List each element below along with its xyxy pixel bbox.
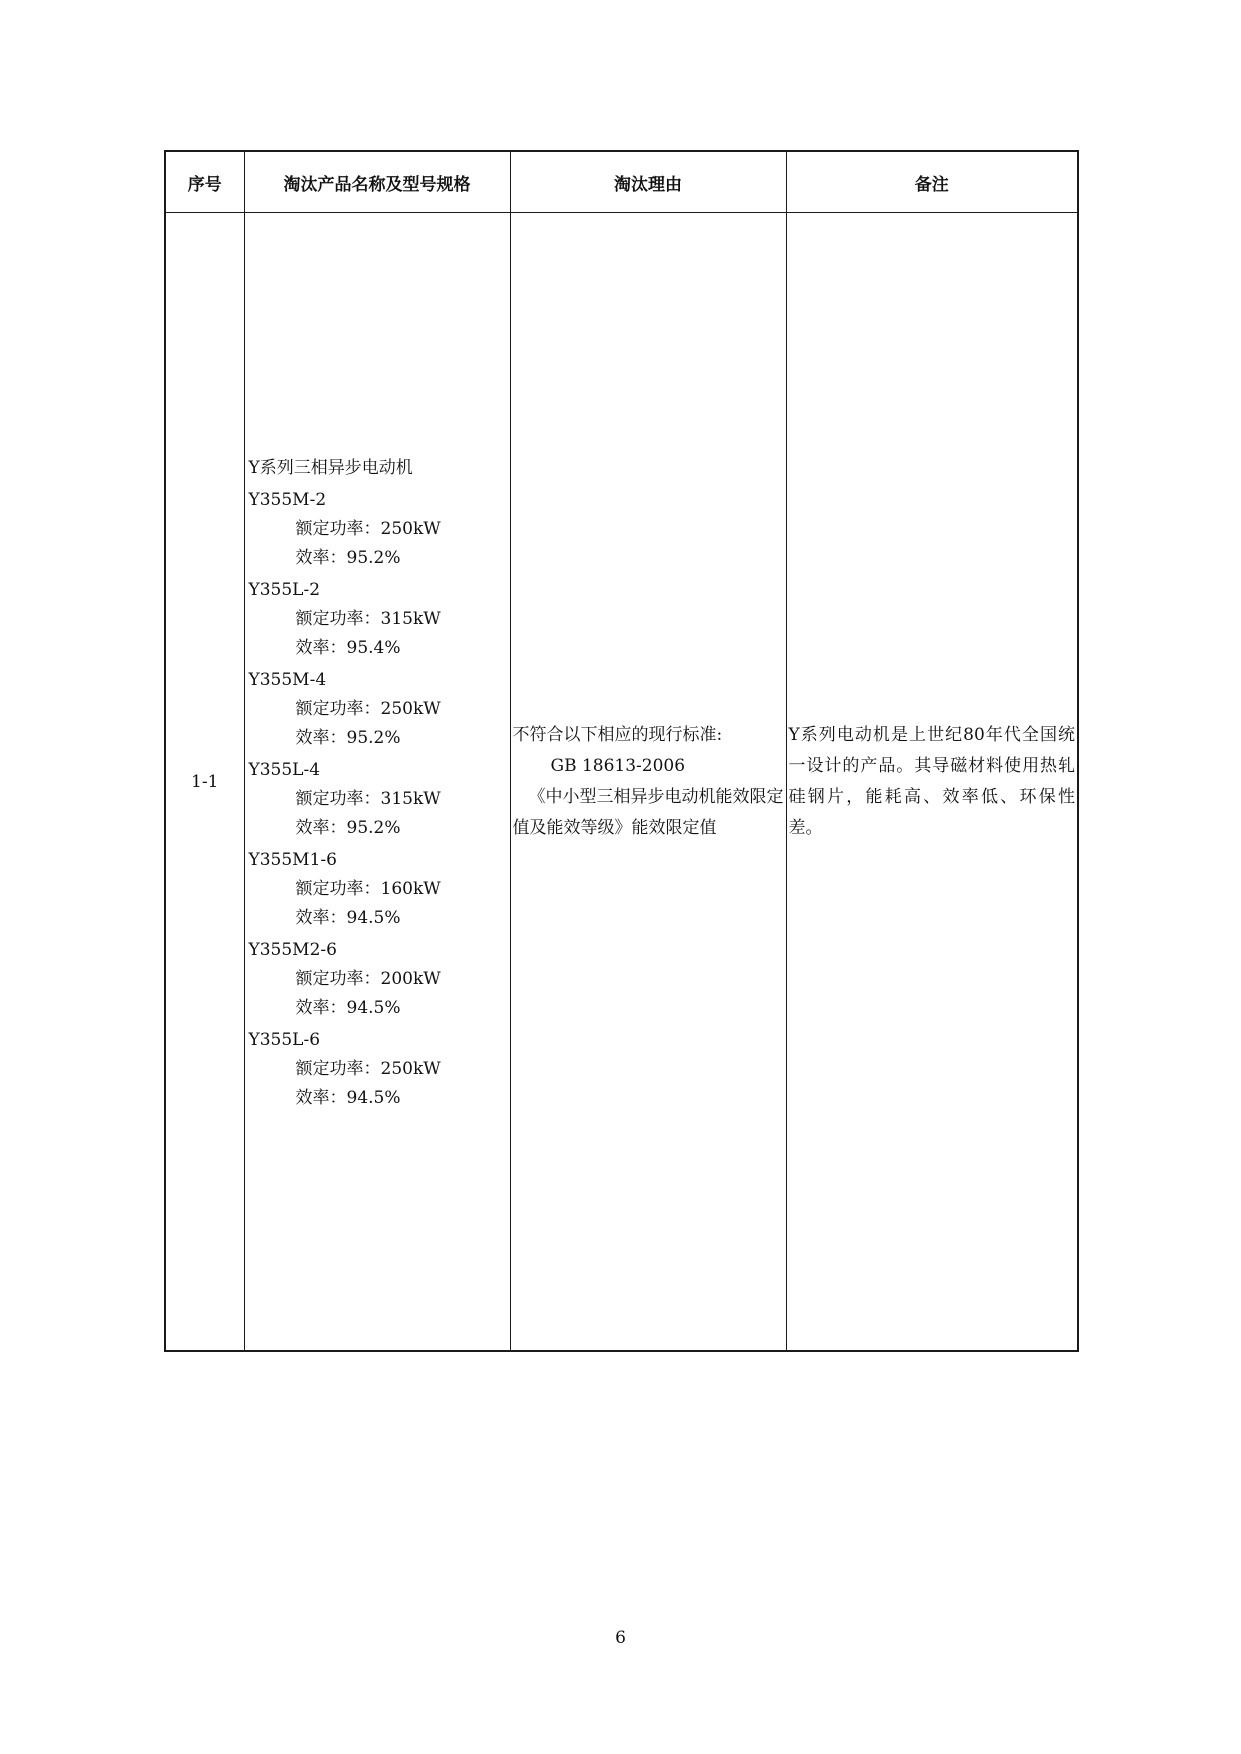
model-rated-power: 额定功率：315kW (295, 788, 441, 809)
cell-elimination-reason (510, 213, 786, 1352)
header-reason: 淘汰理由 (510, 151, 786, 213)
model-efficiency: 效率：95.4% (295, 637, 401, 658)
model-name: Y355L-2 (248, 579, 321, 600)
header-product-name: 淘汰产品名称及型号规格 (244, 151, 510, 213)
model-name: Y355L-6 (248, 1029, 321, 1050)
model-rated-power: 额定功率：315kW (295, 608, 441, 629)
model-efficiency: 效率：95.2% (295, 817, 401, 838)
cell-product-list (244, 213, 510, 1352)
model-efficiency: 效率：94.5% (295, 907, 401, 928)
model-rated-power: 额定功率：160kW (295, 878, 441, 899)
model-efficiency: 效率：95.2% (295, 727, 401, 748)
standard-code: GB 18613-2006 (550, 755, 686, 776)
model-efficiency: 效率：95.2% (295, 547, 401, 568)
header-serial-number: 序号 (165, 151, 244, 213)
table-header-row (165, 151, 1078, 213)
cell-serial-number: 1-1 (165, 213, 244, 1352)
model-rated-power: 额定功率：250kW (295, 518, 441, 539)
header-remarks: 备注 (786, 151, 1078, 213)
model-name: Y355M2-6 (248, 939, 337, 960)
model-name: Y355L-4 (248, 759, 321, 780)
model-name: Y355M1-6 (248, 849, 337, 870)
page-number: 6 (615, 1628, 626, 1648)
model-name: Y355M-2 (248, 489, 327, 510)
model-rated-power: 额定功率：250kW (295, 1058, 441, 1079)
model-rated-power: 额定功率：200kW (295, 968, 441, 989)
standard-title: 《中小型三相异步电动机能效限定值及能效等级》能效限定值 (512, 786, 784, 838)
cell-remarks: Y系列电动机是上世纪80年代全国统一设计的产品。其导磁材料使用热轧硅钢片，能耗高、效率低、环保性差。 (786, 213, 1078, 1352)
table-row (165, 213, 1078, 1352)
model-efficiency: 效率：94.5% (295, 1087, 401, 1108)
model-name: Y355M-4 (248, 669, 327, 690)
elimination-table (164, 150, 1079, 1352)
series-title: Y系列三相异步电动机 (248, 457, 413, 478)
reason-intro: 不符合以下相应的现行标准: (512, 724, 723, 745)
model-efficiency: 效率：94.5% (295, 997, 401, 1018)
model-rated-power: 额定功率：250kW (295, 698, 441, 719)
